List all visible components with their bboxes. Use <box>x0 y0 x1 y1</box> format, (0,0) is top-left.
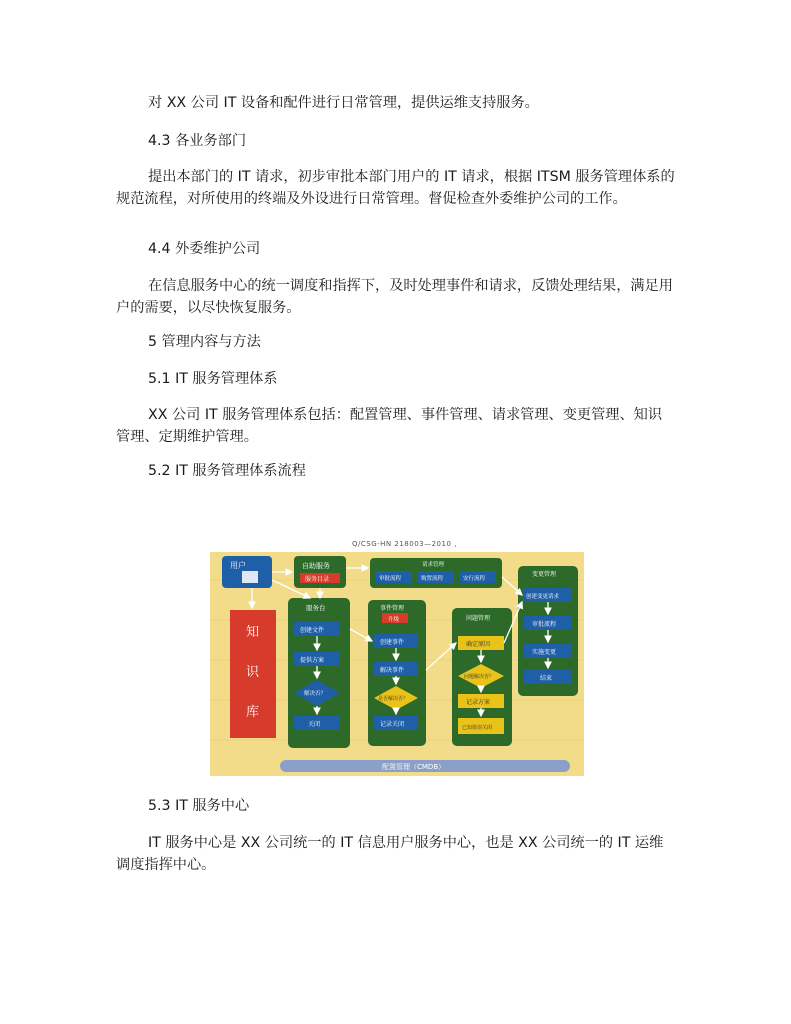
cmdb-bar <box>280 760 570 772</box>
chg-step-2: 审批流程 <box>532 621 557 628</box>
itsm-process-diagram <box>210 540 584 776</box>
prob-step-2: 问题解决否？ <box>464 674 495 680</box>
heading-4-3: 4.3 各业务部门 <box>148 133 247 149</box>
req-step-3: 安行流程 <box>463 576 486 582</box>
heading-4-4: 4.4 外委维护公司 <box>148 241 261 257</box>
sd-step-4: 关闭 <box>308 721 321 728</box>
paragraph-business-departments: 提出本部门的 IT 请求，初步审批本部门用户的 IT 请求，根据 ITSM 服务管理体系的规范流程，对所使用的终端及外设进行日常管理。督促检查外委维护公司的工作。 <box>116 169 675 207</box>
self-service-node <box>294 556 346 588</box>
self-service-label: 自助服务 <box>302 562 330 570</box>
service-catalog-label: 服务目录 <box>305 576 330 583</box>
request-label: 请求管理 <box>422 562 445 568</box>
request-management-node <box>370 558 502 588</box>
problem-management-node <box>452 608 512 746</box>
inc-step-3: 是否解决否？ <box>378 696 409 702</box>
heading-5: 5 管理内容与方法 <box>148 334 261 350</box>
paragraph-it-service-center: IT 服务中心是 XX 公司统一的 IT 信息用户服务中心，也是 XX 公司统一的 IT 运维调度指挥中心。 <box>116 835 664 873</box>
inc-step-1: 创建事件 <box>380 639 405 646</box>
computer-icon <box>242 571 258 583</box>
paragraph-outsourced-maintenance: 在信息服务中心的统一调度和指挥下，及时处理事件和请求，反馈处理结果，满足用户的需要，以尽快恢复服务。 <box>116 278 673 316</box>
sd-step-2: 提供方案 <box>300 657 325 664</box>
req-step-2: 购置流程 <box>421 576 444 582</box>
paragraph-it-equipment: 对 XX 公司 IT 设备和配件进行日常管理，提供运维支持服务。 <box>148 95 539 111</box>
chg-step-4: 结束 <box>540 675 553 682</box>
incident-label: 事件管理 <box>380 605 405 612</box>
service-desk-label: 服务台 <box>306 604 326 612</box>
knowledge-base-node <box>230 610 276 738</box>
user-node <box>222 556 272 588</box>
figure-caption: Q/CSG-HN 218003—2010 , <box>352 540 457 548</box>
change-label: 变更管理 <box>532 571 557 578</box>
knowledge-char-2: 识 <box>246 665 260 680</box>
heading-5-1: 5.1 IT 服务管理体系 <box>148 371 278 387</box>
prob-step-4: 已知错误关闭 <box>462 725 493 731</box>
escalate-tag: 升级 <box>388 617 400 623</box>
sd-step-1: 创建文件 <box>300 627 325 634</box>
heading-5-2: 5.2 IT 服务管理体系流程 <box>148 463 306 479</box>
user-label: 用户 <box>230 561 246 570</box>
knowledge-char-3: 库 <box>246 705 260 720</box>
prob-step-3: 记录方案 <box>466 699 491 706</box>
inc-step-2: 解决事件 <box>380 667 405 674</box>
knowledge-char-1: 知 <box>246 625 260 640</box>
sd-step-3: 解决否？ <box>304 691 327 697</box>
incident-management-node <box>368 600 426 746</box>
cmdb-label: 配置管理（CMDB） <box>382 763 446 771</box>
prob-step-1: 确定原因 <box>466 641 491 648</box>
paragraph-itsm-system: XX 公司 IT 服务管理体系包括：配置管理、事件管理、请求管理、变更管理、知识管理、定期维护管理。 <box>116 407 663 445</box>
service-desk-node <box>288 598 350 748</box>
chg-step-1: 创建变更请求 <box>526 594 560 600</box>
heading-5-3: 5.3 IT 服务中心 <box>148 798 250 814</box>
inc-step-4: 记录关闭 <box>380 721 405 728</box>
problem-label: 问题管理 <box>466 615 491 622</box>
chg-step-3: 实施变更 <box>532 649 557 656</box>
req-step-1: 审批流程 <box>379 576 402 582</box>
